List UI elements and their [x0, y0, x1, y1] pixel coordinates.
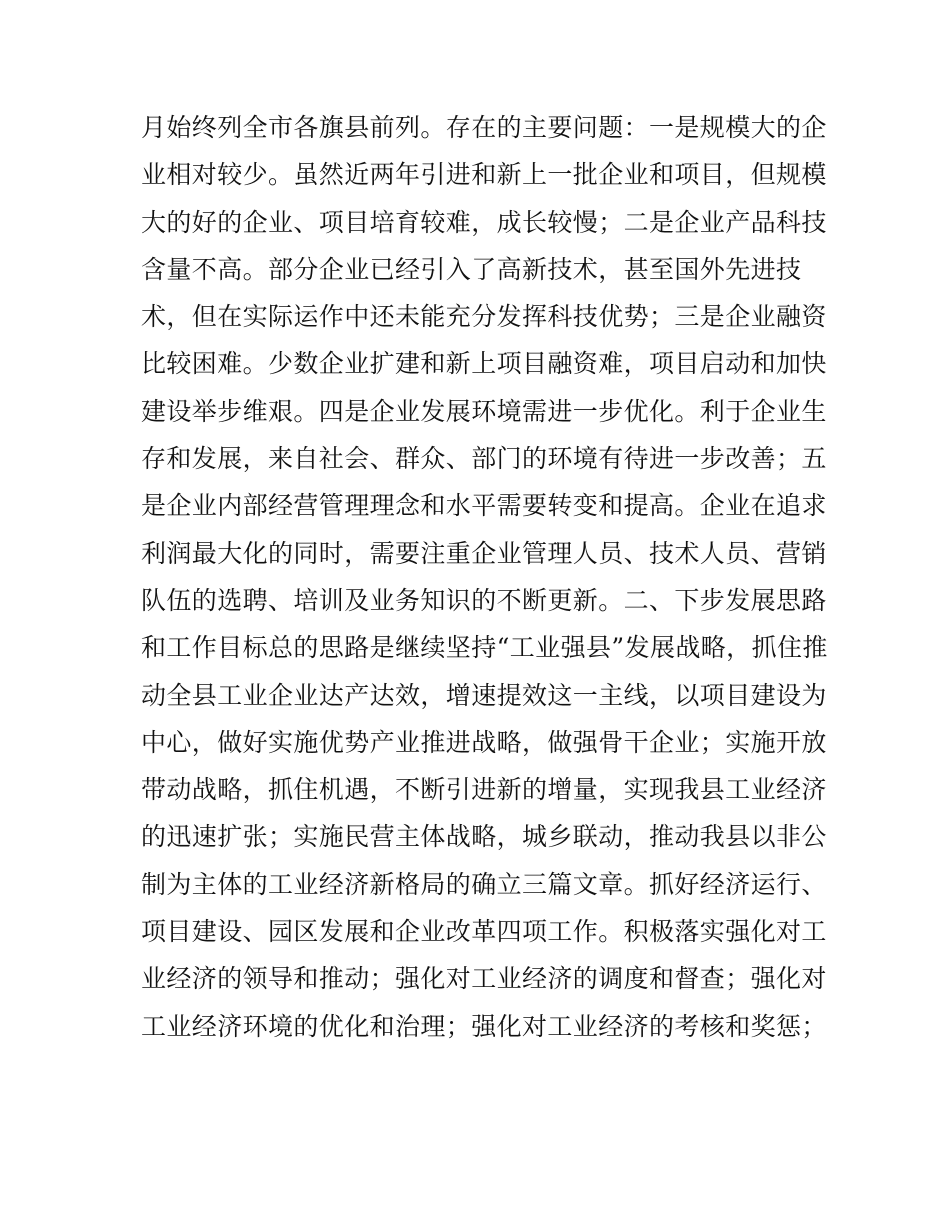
text-line-11: 队伍的选聘、培训及业务知识的不断更新。二、下步发展思路 [141, 585, 827, 615]
text-line-6: 比较困难。少数企业扩建和新上项目融资难，项目启动和加快 [141, 349, 827, 379]
text-line-5: 术，但在实际运作中还未能充分发挥科技优势；三是企业融资 [141, 302, 827, 332]
text-line-17: 制为主体的工业经济新格局的确立三篇文章。抓好经济运行、 [141, 869, 827, 899]
text-line-1: 月始终列全市各旗县前列。存在的主要问题：一是规模大的企 [141, 113, 827, 142]
text-line-7: 建设举步维艰。四是企业发展环境需进一步优化。利于企业生 [141, 396, 827, 426]
text-line-9: 是企业内部经营管理理念和水平需要转变和提高。企业在追求 [141, 491, 827, 521]
text-line-2: 业相对较少。虽然近两年引进和新上一批企业和项目，但规模 [141, 160, 827, 190]
text-line-19: 业经济的领导和推动；强化对工业经济的调度和督查；强化对 [141, 964, 827, 994]
text-line-15: 带动战略，抓住机遇，不断引进新的增量，实现我县工业经济 [141, 775, 827, 805]
body-text [141, 104, 828, 1050]
text-line-12: 和工作目标总的思路是继续坚持“工业强县”发展战略，抓住推 [141, 633, 828, 663]
text-line-20: 工业经济环境的优化和治理；强化对工业经济的考核和奖惩； [141, 1011, 827, 1041]
text-line-8: 存和发展，来自社会、群众、部门的环境有待进一步改善；五 [141, 444, 827, 474]
text-line-14: 中心，做好实施优势产业推进战略，做强骨干企业；实施开放 [141, 727, 827, 757]
text-line-4: 含量不高。部分企业已经引入了高新技术，甚至国外先进技 [141, 254, 802, 284]
text-line-10: 利润最大化的同时，需要注重企业管理人员、技术人员、营销 [141, 538, 827, 568]
text-line-16: 的迅速扩张；实施民营主体战略，城乡联动，推动我县以非公 [141, 822, 827, 852]
text-line-18: 项目建设、园区发展和企业改革四项工作。积极落实强化对工 [141, 917, 827, 947]
text-line-3: 大的好的企业、项目培育较难，成长较慢；二是企业产品科技 [141, 207, 827, 237]
text-line-13: 动全县工业企业达产达效，增速提效这一主线，以项目建设为 [141, 680, 827, 710]
